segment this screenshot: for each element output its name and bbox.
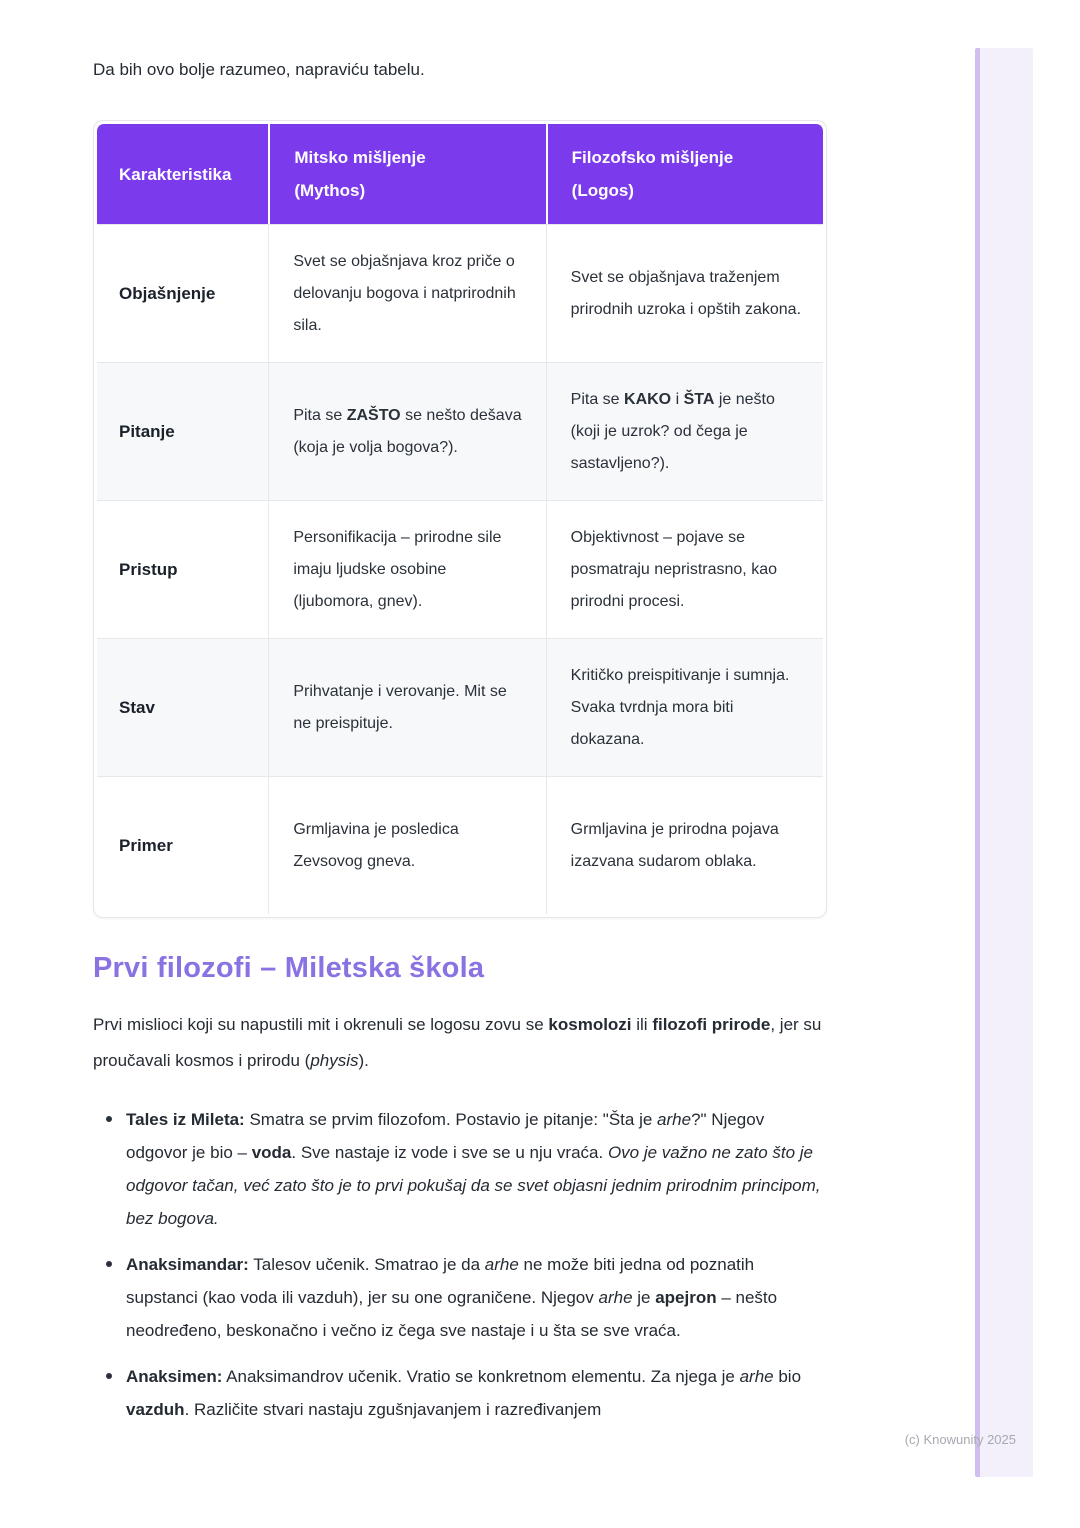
mythos-cell: Personifikacija – prirodne sile imaju ljudske osobine (ljubomora, gnev). — [268, 500, 545, 638]
table-header-row — [97, 124, 823, 224]
intro-text: Da bih ovo bolje razumeo, napraviću tabelu. — [93, 60, 425, 79]
row-label: Objašnjenje — [97, 224, 268, 362]
mythos-cell: Pita se ZAŠTO se nešto dešava (koja je volja bogova?). — [268, 362, 545, 500]
logos-cell: Grmljavina je prirodna pojava izazvana sudarom oblaka. — [546, 776, 823, 914]
mythos-cell: Grmljavina je posledica Zevsovog gneva. — [268, 776, 545, 914]
table-row — [97, 224, 823, 362]
mythos-logos-table — [97, 124, 823, 914]
mythos-cell: Prihvatanje i verovanje. Mit se ne preispituje. — [268, 638, 545, 776]
table-header-karakteristika: Karakteristika — [97, 124, 268, 224]
logos-cell: Kritičko preispitivanje i sumnja. Svaka tvrdnja mora biti dokazana. — [546, 638, 823, 776]
logos-cell: Svet se objašnjava traženjem prirodnih uzroka i opštih zakona. — [546, 224, 823, 362]
comparison-table — [93, 120, 827, 918]
row-label: Stav — [97, 638, 268, 776]
list-item-anaksimandar: Anaksimandar: Talesov učenik. Smatrao je da arhe ne može biti jedna od poznatih supstanci (kao voda ili vazduh), jer su one ograničene. Njegov arhe je apejron – nešto neodređeno, beskonačno i večno iz čega sve nastaje i u šta se sve vraća. — [93, 1248, 830, 1347]
section-heading: Prvi filozofi – Miletska škola — [93, 952, 485, 984]
table-header-mythos: Mitsko mišljenje (Mythos) — [268, 124, 545, 224]
row-label: Pitanje — [97, 362, 268, 500]
list-item-anaksimen: Anaksimen: Anaksimandrov učenik. Vratio se konkretnom elementu. Za njega je arhe bio vazduh. Različite stvari nastaju zgušnjavanjem i razređivanjem — [93, 1360, 830, 1426]
row-label: Pristup — [97, 500, 268, 638]
table-row — [97, 362, 823, 500]
copyright-text: (c) Knowunity 2025 — [904, 1432, 1016, 1447]
philosophers-list — [93, 1103, 830, 1426]
table-row — [97, 638, 823, 776]
logos-cell: Objektivnost – pojave se posmatraju nepristrasno, kao prirodni procesi. — [546, 500, 823, 638]
table-row — [97, 776, 823, 914]
list-item-tales: Tales iz Mileta: Smatra se prvim filozofom. Postavio je pitanje: "Šta je arhe?" Njegov odgovor je bio – voda. Sve nastaje iz vode i sve se u nju vraća. Ovo je važno ne zato što je odgovor tačan, već zato što je to prvi pokušaj da se svet objasni jednim prirodnim principom, bez bogova. — [93, 1103, 830, 1235]
page-margin-strip — [975, 48, 1033, 1477]
table-row — [97, 500, 823, 638]
mythos-cell: Svet se objašnjava kroz priče o delovanju bogova i natprirodnih sila. — [268, 224, 545, 362]
row-label: Primer — [97, 776, 268, 914]
table-header-logos: Filozofsko mišljenje (Logos) — [546, 124, 823, 224]
section-paragraph: Prvi mislioci koji su napustili mit i okrenuli se logosu zovu se kosmolozi ili filozofi prirode, jer su proučavali kosmos i prirodu (physis). — [93, 1015, 822, 1070]
logos-cell: Pita se KAKO i ŠTA je nešto (koji je uzrok? od čega je sastavljeno?). — [546, 362, 823, 500]
